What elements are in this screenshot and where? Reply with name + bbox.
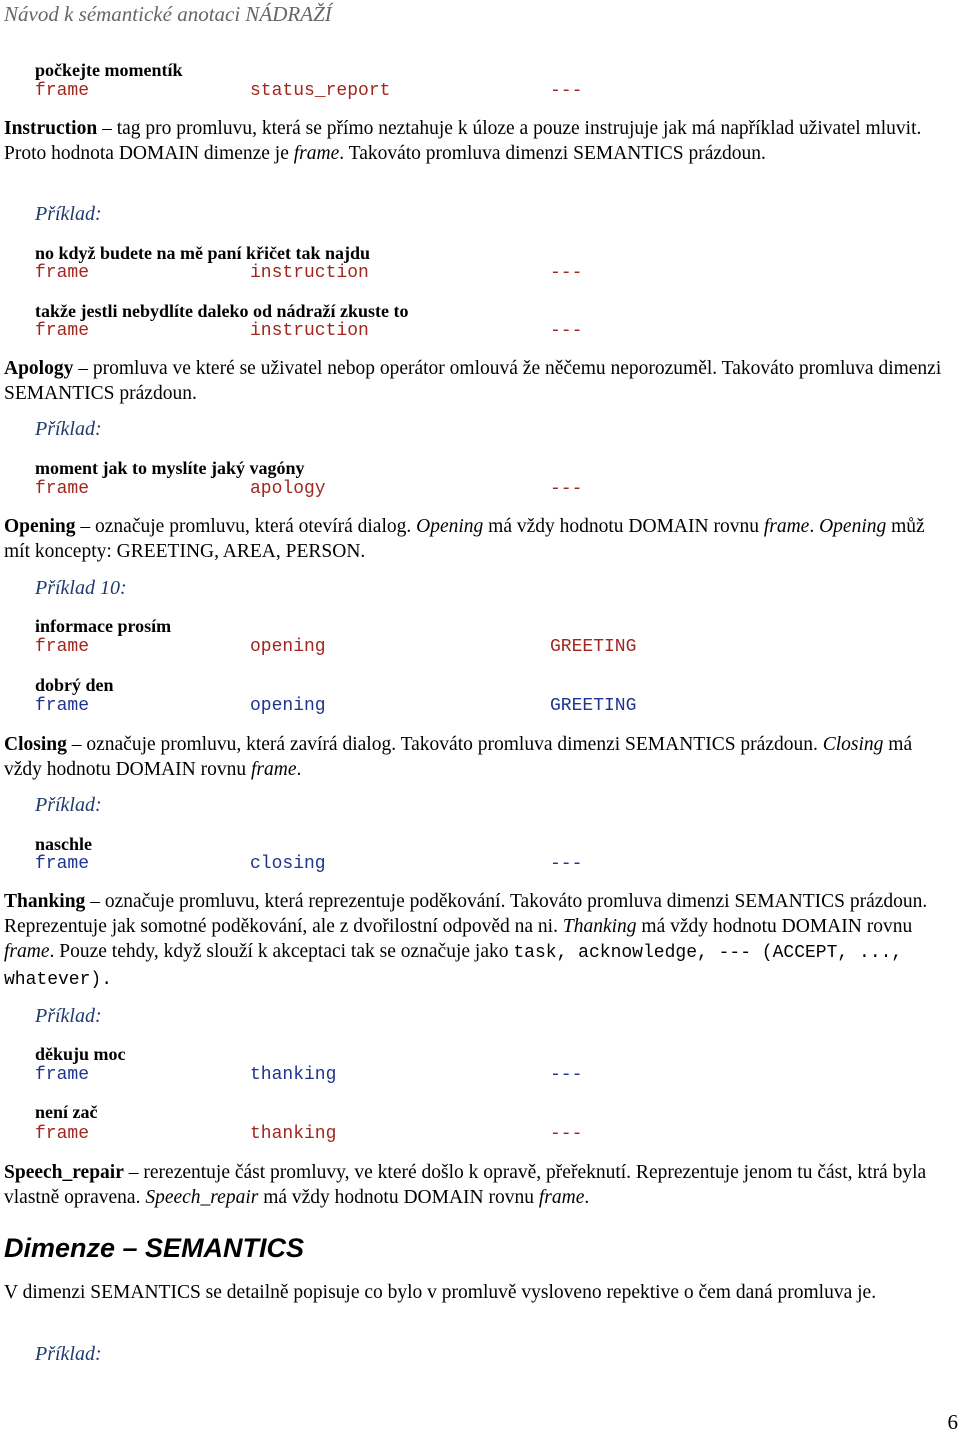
dialog-act-value: status_report [250,81,391,101]
example-label: Příklad: [35,1343,102,1365]
dialog-act-value: closing [250,854,326,874]
section-heading: Dimenze – SEMANTICS [4,1233,305,1263]
domain-value: frame [35,854,90,874]
example-label: Příklad: [35,203,102,225]
term: Speech_repair [4,1162,124,1183]
semantics-value: --- [550,1124,583,1144]
example-label: Příklad: [35,418,102,440]
semantics-value: --- [550,479,583,499]
semantics-paragraph: V dimenzi SEMANTICS se detailně popisuje co bylo v promluvě vysloveno repektive o čem daná promluva je. [4,1282,877,1303]
semantics-value: --- [550,854,583,874]
code-inline: task, acknowledge, --- (ACCEPT, ..., whatever). [4,943,903,990]
dialog-act-value: instruction [250,321,369,341]
dialog-act-value: thanking [250,1065,337,1085]
domain-value: frame [35,696,90,716]
semantics-value: GREETING [550,696,637,716]
domain-value: frame [35,1065,90,1085]
dialog-act-value: opening [250,637,326,657]
semantics-value: --- [550,263,583,283]
domain-value: frame [35,1124,90,1144]
utterance-text: informace prosím [35,616,172,636]
term: Thanking [4,891,86,912]
instruction-paragraph: Instruction – tag pro promluvu, která se přímo neztahuje k úloze a pouze instrujuje jak má například uživatel mluvit. Proto hodnota DOMAIN dimenze je frame. Takováto promluva dimenzi SEMANTICS prázdoun. [4,118,922,164]
thanking-paragraph: Thanking – označuje promluvu, která reprezentuje poděkování. Takováto promluva dimenzi SEMANTICS prázdoun. Reprezentuje jak somotné poděkování, ale z dvořilostní odpověd na ni. Thanking má vždy hodnotu DOMAIN rovnu frame. Pouze tehdy, když slouží k akceptaci tak se označuje jako task, acknowledge, --- (ACCEPT, ..., whatever). [4,891,928,990]
dialog-act-value: thanking [250,1124,337,1144]
term: Apology [4,358,74,379]
domain-value: frame [35,81,90,101]
utterance-text: dobrý den [35,675,114,695]
page-number: 6 [947,1410,958,1434]
utterance-text: není zač [35,1102,98,1122]
utterance-text: naschle [35,834,93,854]
dialog-act-value: opening [250,696,326,716]
utterance-text: no když budete na mě paní křičet tak najdu [35,243,371,263]
domain-value: frame [35,637,90,657]
domain-value: frame [35,479,90,499]
semantics-value: GREETING [550,637,637,657]
utterance-text: takže jestli nebydlíte daleko od nádraží zkuste to [35,301,409,321]
term: Opening [4,516,76,537]
term: Instruction [4,118,98,139]
speech-repair-paragraph: Speech_repair – rerezentuje část promluvy, ve které došlo k opravě, přeřeknutí. Reprezentuje jenom tu část, ktrá byla vlastně opravena. Speech_repair má vždy hodnotu DOMAIN rovnu frame. [4,1162,927,1208]
utterance-text: děkuju moc [35,1044,126,1064]
semantics-value: --- [550,1065,583,1085]
opening-paragraph: Opening – označuje promluvu, která otevírá dialog. Opening má vždy hodnotu DOMAIN rovnu frame. Opening můž mít koncepty: GREETING, AREA, PERSON. [4,516,925,562]
example-label: Příklad 10: [35,577,127,599]
apology-paragraph: Apology – promluva ve které se uživatel nebop operátor omlouvá že něčemu neporozuměl. Takováto promluva dimenzi SEMANTICS prázdoun. [4,358,942,404]
closing-paragraph: Closing – označuje promluvu, která zavírá dialog. Takováto promluva dimenzi SEMANTICS prázdoun. Closing má vždy hodnotu DOMAIN rovnu frame. [4,734,913,780]
term: Closing [4,734,67,755]
example-label: Příklad: [35,794,102,816]
semantics-value: --- [550,81,583,101]
semantics-value: --- [550,321,583,341]
document-header: Návod k sémantické anotaci NÁDRAŽÍ [4,2,332,26]
utterance-text: moment jak to myslíte jaký vagóny [35,458,305,478]
domain-value: frame [35,321,90,341]
dialog-act-value: apology [250,479,326,499]
example-label: Příklad: [35,1005,102,1027]
utterance-text: počkejte momentík [35,60,183,80]
dialog-act-value: instruction [250,263,369,283]
domain-value: frame [35,263,90,283]
